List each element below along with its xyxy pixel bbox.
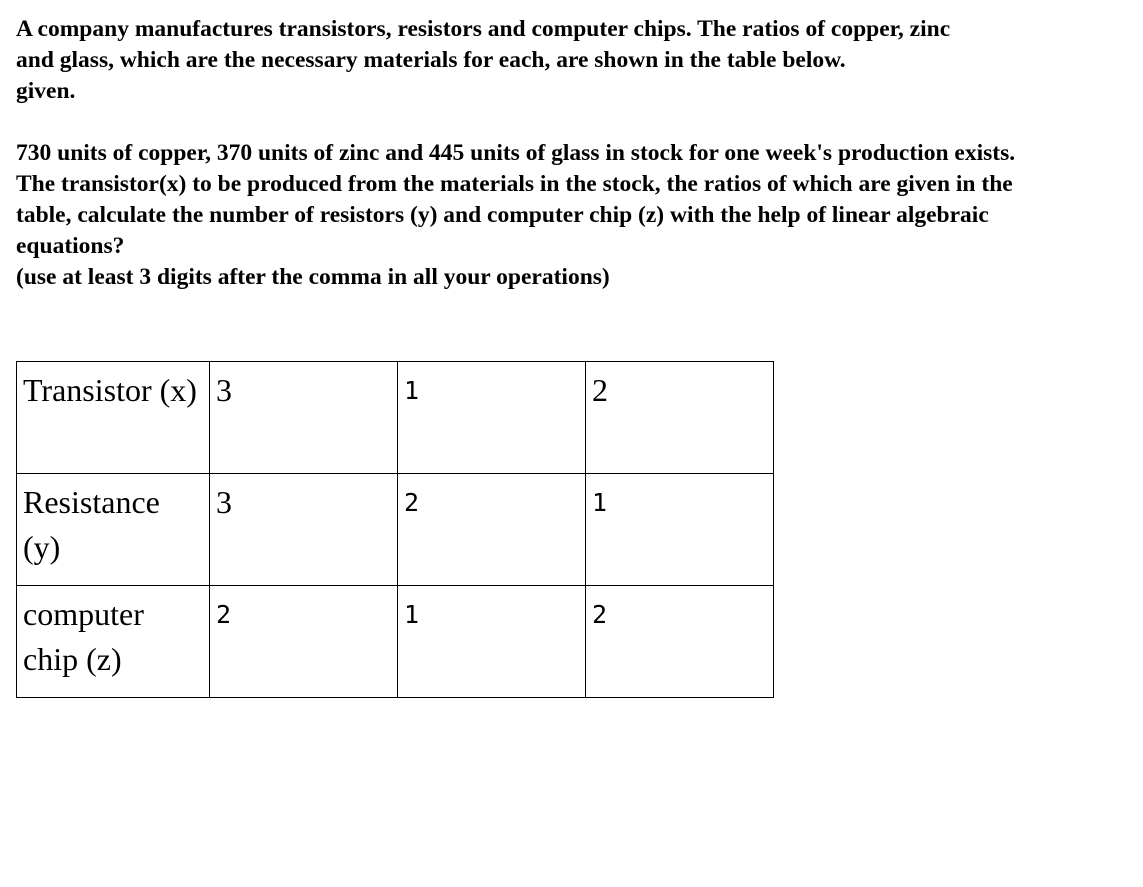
row-label-computer-chip: computer chip (z) (17, 586, 210, 698)
problem-given-line: given. (16, 78, 76, 104)
row-label-resistance: Resistance (y) (17, 474, 210, 586)
cell-resistance-copper: 3 (210, 474, 398, 586)
problem-paragraph-question: 730 units of copper, 370 units of zinc and 445 units of glass in stock for one week's production exists. The transistor(x) to be produced from the materials in the stock, the ratios of which are given in the table, calculate the number of resistors (y) and computer chip (z) with the help of linear algebraic equations? (16, 140, 1016, 259)
table-row-resistance (17, 474, 774, 586)
cell-transistor-zinc: 1 (398, 362, 586, 474)
table-row-transistor (17, 362, 774, 474)
cell-transistor-copper: 3 (210, 362, 398, 474)
cell-chip-zinc: 1 (398, 586, 586, 698)
cell-chip-copper: 2 (210, 586, 398, 698)
table-row-computer-chip (17, 586, 774, 698)
problem-note: (use at least 3 digits after the comma in all your operations) (16, 264, 610, 290)
cell-chip-glass: 2 (586, 586, 774, 698)
ratio-table (16, 361, 774, 698)
cell-transistor-glass: 2 (586, 362, 774, 474)
problem-statement (16, 14, 1076, 293)
cell-resistance-zinc: 2 (398, 474, 586, 586)
problem-paragraph-intro: A company manufactures transistors, resistors and computer chips. The ratios of copper, zinc and glass, which are the necessary materials for each, are shown in the table below. (16, 16, 951, 73)
row-label-transistor: Transistor (x) (17, 362, 210, 474)
cell-resistance-glass: 1 (586, 474, 774, 586)
paragraph-spacer (16, 107, 1076, 138)
